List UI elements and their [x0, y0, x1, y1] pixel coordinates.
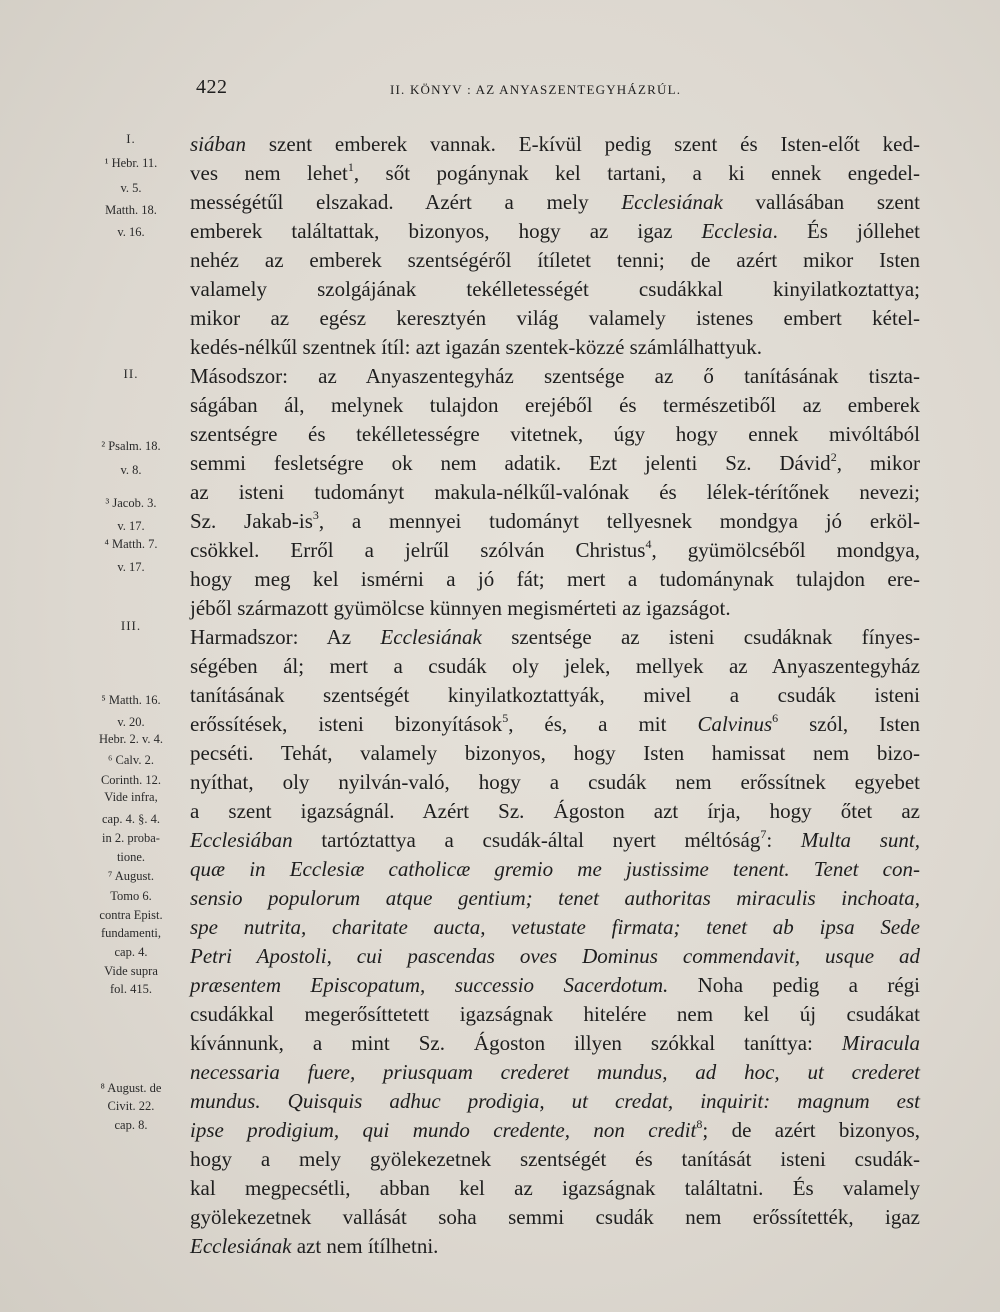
margin-note: Corinth. 12.: [100, 773, 162, 787]
margin-note: v. 16.: [117, 225, 145, 239]
text-line: csökkel. Erről a jelrűl szólván Christus$^4$, gyümölcséből mondgya,: [190, 537, 920, 562]
margin-note: in 2. proba-: [102, 831, 160, 845]
text-line: ipse prodigium, qui mundo credente, non credit$^8$; de azért bizonyos,: [190, 1117, 920, 1142]
text-line: necessaria fuere, priusquam crederet mundus, ad hoc, ut crederet: [190, 1060, 920, 1084]
margin-note: Tomo 6.: [110, 889, 152, 903]
margin-note: tione.: [116, 850, 146, 864]
text-line: mundus. Quisquis adhuc prodigia, ut credat, inquirit: magnum est: [190, 1089, 920, 1113]
text-line: mikor az egész keresztyén világ valamely istenes embert kétel-: [190, 306, 920, 330]
text-line: ves nem lehet$^1$, sőt pogánynak kel tartani, a ki ennek engedel-: [190, 160, 920, 185]
running-head: II. KÖNYV : AZ ANYASZENTEGYHÁZRÚL.: [390, 82, 682, 97]
margin-note: cap. 4.: [114, 945, 148, 959]
page-header: [0, 76, 1000, 106]
margin-note: Matth. 18.: [105, 203, 157, 217]
text-line: jéből származott gyümölcse künnyen megismérteti az igazságot.: [190, 596, 731, 620]
section-marker: III.: [120, 618, 142, 633]
text-line: Ecclesiának azt nem ítílhetni.: [190, 1234, 439, 1258]
margin-note: Vide infra,: [104, 790, 158, 804]
margin-note: ⁶ Calv. 2.: [108, 753, 154, 767]
margin-note: fundamenti,: [100, 926, 162, 940]
page-number: 422: [196, 76, 228, 98]
text-line: valamely szolgájának tekélletességét csudákkal kinyilatkoztattya;: [190, 277, 920, 301]
text-line: Másodszor: az Anyaszentegyház szentsége az ő tanításának tiszta-: [190, 364, 920, 388]
text-line: Petri Apostoli, cui pascendas oves Dominus commendavit, usque ad: [190, 944, 920, 968]
margin-note: v. 17.: [117, 560, 145, 574]
section-marker: II.: [123, 366, 139, 381]
text-line: a szent igazságnál. Azért Sz. Ágoston azt írja, hogy őtet az: [190, 799, 920, 823]
text-line: ságában ál, melynek tulajdon erejéből és természetiből az emberek: [190, 393, 920, 417]
margin-note: ³ Jacob. 3.: [105, 496, 157, 510]
text-line: kívánnunk, a mint Sz. Ágoston illyen szókkal taníttya: Miracula: [190, 1031, 920, 1055]
text-line: quæ in Ecclesiæ catholicæ gremio me justissime tenent. Tenet con-: [190, 857, 920, 881]
text-line: siában szent emberek vannak. E-kívül pedig szent és Isten-előt ked-: [190, 132, 920, 156]
margin-note: cap. 4. §. 4.: [102, 812, 160, 826]
margin-note: ⁸ August. de: [100, 1081, 162, 1095]
margin-note: cap. 8.: [114, 1118, 148, 1132]
text-line: kal megpecsétli, abban kel az igazságnak találtatni. És valamely: [190, 1176, 920, 1200]
text-line: kedés-nélkűl szentnek ítíl: azt igazán szentek-közzé számlálhattyuk.: [190, 335, 763, 359]
text-line: Harmadszor: Az Ecclesiának szentsége az isteni csudáknak fínyes-: [190, 625, 920, 649]
text-line: az isteni tudományt makula-nélkűl-valónak és lélek-térítőnek nevezi;: [190, 480, 920, 504]
text-line: szentségre és tekélletességre vitetnek, úgy hogy ennek mivóltából: [190, 422, 920, 446]
text-line: nyíthat, oly nyilván-való, hogy a csudák nem erőssítnek egyebet: [190, 770, 920, 794]
text-line: spe nutrita, charitate aucta, vetustate firmata; tenet ab ipsa Sede: [190, 915, 920, 939]
margin-note: contra Epist.: [99, 908, 163, 922]
text-line: semmi fesletségre ok nem adatik. Ezt jelenti Sz. Dávid$^2$, mikor: [190, 450, 920, 475]
margin-note: v. 8.: [120, 463, 142, 477]
margin-note: fol. 415.: [109, 982, 152, 996]
margin-note: Civit. 22.: [107, 1099, 155, 1113]
text-line: sensio populorum atque gentium; tenet authoritas miraculis inchoata,: [190, 886, 920, 910]
text-line: ségében ál; mert a csudák oly jelek, mellyek az Anyaszentegyház: [190, 654, 920, 678]
text-line: gyölekezetnek vallását soha semmi csudák nem erőssítették, igaz: [190, 1205, 920, 1229]
margin-note: v. 5.: [120, 181, 142, 195]
text-line: emberek találtattak, bizonyos, hogy az igaz Ecclesia. És jóllehet: [190, 219, 921, 243]
margin-note: Hebr. 2. v. 4.: [98, 732, 164, 746]
text-line: mességétűl elszakad. Azért a mely Ecclesiának vallásában szent: [190, 190, 921, 214]
text-line: hogy meg kel ismérni a jó fát; mert a tudománynak tulajdon ere-: [190, 567, 920, 591]
text-line: præsentem Episcopatum, successio Sacerdotum. Noha pedig a régi: [190, 973, 920, 997]
margin-note: v. 17.: [117, 519, 145, 533]
margin-note: v. 20.: [117, 715, 145, 729]
margin-note: ⁵ Matth. 16.: [101, 693, 161, 707]
text-line: tanításának szentségét kinyilatkoztattyák, mivel a csudák isteni: [190, 683, 920, 707]
text-line: Ecclesiában tartóztattya a csudák-által nyert méltóság$^7$: Multa sunt,: [190, 827, 921, 852]
text-line: pecséti. Tehát, valamely bizonyos, hogy Isten hamissat nem bizo-: [190, 741, 920, 765]
text-line: hogy a mely gyölekezetnek szentségét és tanítását isteni csudák-: [190, 1147, 920, 1171]
text-line: csudákkal megerősíttetett igazságnak hitelére nem kel új csudákat: [190, 1002, 920, 1026]
margin-note: ² Psalm. 18.: [101, 439, 161, 453]
margin-note: Vide supra: [104, 964, 158, 978]
margin-note: ¹ Hebr. 11.: [104, 156, 158, 170]
text-line: erőssítések, isteni bizonyítások$^5$, és, a mit Calvinus$^6$ szól, Isten: [190, 711, 920, 736]
text-line: Sz. Jakab-$is^3$, a mennyei tudományt tellyesnek mondgya jó erköl-: [190, 508, 920, 533]
margin-note: ⁴ Matth. 7.: [104, 537, 158, 551]
margin-note: ⁷ August.: [107, 869, 155, 883]
section-marker: I.: [126, 131, 136, 146]
text-line: nehéz az emberek szentségéről ítíletet tenni; de azért mikor Isten: [190, 248, 920, 272]
